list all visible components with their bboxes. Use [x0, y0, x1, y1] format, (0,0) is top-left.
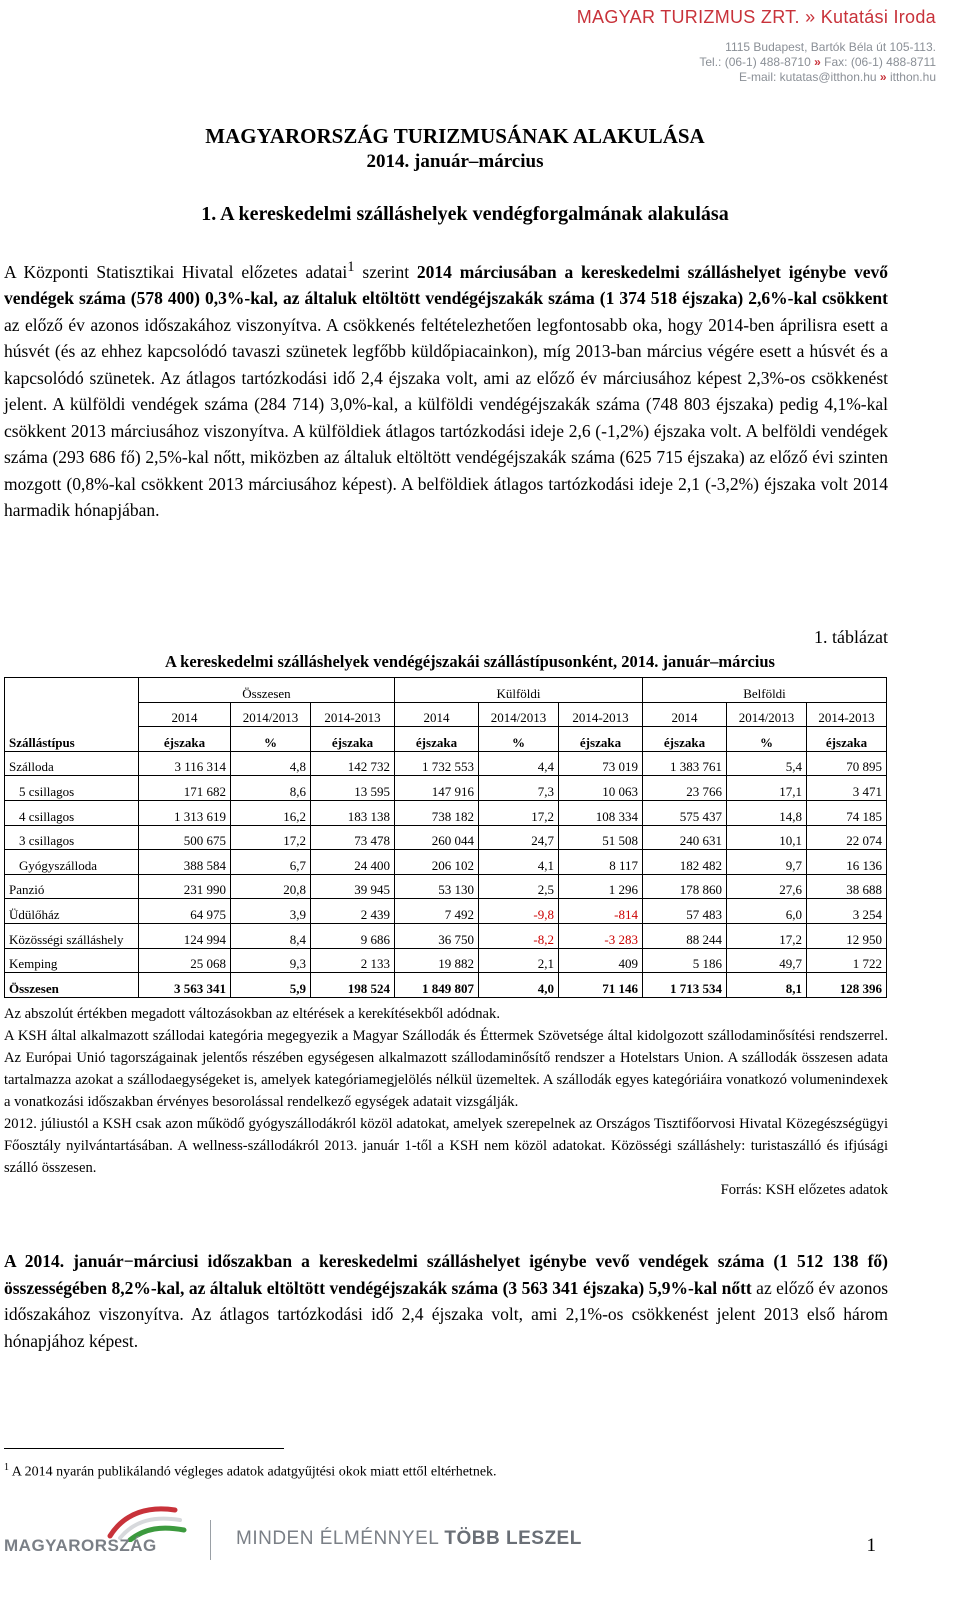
table-title: A kereskedelmi szálláshelyek vendégéjszakái szállástípusonként, 2014. január–március — [165, 652, 775, 671]
page-number: 1 — [866, 1535, 876, 1556]
row-label: 4 csillagos — [5, 800, 139, 825]
table-header-years — [5, 702, 887, 727]
table-cell: 171 682 — [139, 776, 231, 801]
table-cell: -8,2 — [479, 923, 559, 948]
contact-separator: » — [879, 70, 887, 84]
table-cell: 16,2 — [231, 800, 311, 825]
table-cell: 388 584 — [139, 850, 231, 875]
table-cell: 500 675 — [139, 825, 231, 850]
table-cell: 51 508 — [559, 825, 643, 850]
logo-wordmark: MAGYARORSZÁG — [4, 1536, 157, 1555]
table-cell: 8 117 — [559, 850, 643, 875]
table-row — [5, 825, 887, 850]
table-header-units — [5, 727, 887, 752]
row-label: 3 csillagos — [5, 825, 139, 850]
slogan-bold: TÖBB LESZEL — [444, 1528, 582, 1549]
table-cell: 142 732 — [311, 751, 395, 776]
table-cell: 260 044 — [395, 825, 479, 850]
table-cell: 17,1 — [727, 776, 807, 801]
table-cell: 24 400 — [311, 850, 395, 875]
table-cell: 1 313 619 — [139, 800, 231, 825]
letterhead-contact — [416, 40, 936, 85]
table-cell: 4,4 — [479, 751, 559, 776]
row-label: Üdülőház — [5, 899, 139, 924]
table-row — [5, 800, 887, 825]
table-cell: 4,1 — [479, 850, 559, 875]
table-cell: 23 766 — [643, 776, 727, 801]
paragraph-quarter — [4, 1248, 888, 1354]
table-cell: 2,5 — [479, 874, 559, 899]
table-cell: 2,1 — [479, 948, 559, 973]
table-cell: 10,1 — [727, 825, 807, 850]
table-cell: 17,2 — [479, 800, 559, 825]
note-spa-hotels: 2012. júliustól a KSH csak azon működő gyógyszállodákról közöl adatokat, amelyek szerepelnek az Országos Tisztifőorvosi Hivatal Közegészségügyi Főosztály nyilvántartásában. A wellness-szállodákról 2013. január 1-től a KSH nem közöl adatokat. Közösségi szálláshely: turistaszálló és ifjúsági szálló összesen. — [4, 1116, 888, 1176]
table-corner — [5, 678, 139, 703]
header-unit: éjszaka — [643, 727, 727, 752]
table-cell: 182 482 — [643, 850, 727, 875]
note-rounding: Az abszolút értékben megadott változásokban az eltérések a kerekítésekből adódnak. — [4, 1006, 500, 1022]
header-year: 2014 — [139, 702, 231, 727]
table-cell: 8,4 — [231, 923, 311, 948]
table-row — [5, 874, 887, 899]
header-year: 2014-2013 — [807, 702, 887, 727]
footnote-ref[interactable]: 1 — [347, 259, 355, 275]
table-cell: 13 595 — [311, 776, 395, 801]
table-cell: 4,0 — [479, 973, 559, 998]
website[interactable]: itthon.hu — [889, 70, 936, 84]
table-cell: 2 439 — [311, 899, 395, 924]
table-cell: 57 483 — [643, 899, 727, 924]
table-cell: 36 750 — [395, 923, 479, 948]
table-cell: 231 990 — [139, 874, 231, 899]
header-year: 2014/2013 — [727, 702, 807, 727]
table-row — [5, 751, 887, 776]
table-cell: 5,4 — [727, 751, 807, 776]
table-cell: 7 492 — [395, 899, 479, 924]
paragraph-march — [4, 254, 888, 524]
para-text: A Központi Statisztikai Hivatal előzetes adatai — [4, 261, 348, 282]
header-group: Összesen — [139, 678, 395, 703]
table-notes — [4, 1003, 888, 1201]
para-text: az előző év azonos időszakához viszonyítva. A csökkenés feltételezhetően legfontosabb oka, hogy 2014-ben áprilisra esett a húsvét (és az ehhez kapcsolódó tavaszi szünetek legfőbb küldőpiacainkon), míg 2013-ban március végére esett a húsvét és a kapcsolódó szünetek. Az átlagos tartózkodási idő 2,4 éjszaka volt, ami az előző év márciusához képest 2,3%-os csökkenést jelent. A külföldi vendégek száma (284 714) 3,0%-kal, a külföldi vendégéjszakák száma (748 803 éjszaka) pedig 4,1%-kal csökkent 2013 márciusához viszonyítva. A külföldiek átlagos tartózkodási ideje 2,6 (-1,2%) éjszaka volt. A belföldi vendégek száma (293 686 fő) 2,5%-kal nőtt, miközben az általuk eltöltött vendégéjszakák száma (625 715 éjszaka) az előző évi szinten mozgott (0,8%-kal csökkent 2013 márciusához képest). A belföldiek átlagos tartózkodási ideje 2,1 (-3,2%) éjszaka volt 2014 harmadik hónapjában. — [4, 314, 888, 521]
letterhead-brand — [416, 6, 936, 28]
table-number: 1. táblázat — [814, 627, 888, 647]
table-cell: 38 688 — [807, 874, 887, 899]
table-cell: 4,8 — [231, 751, 311, 776]
table-cell: 88 244 — [643, 923, 727, 948]
row-header: Szállástípus — [5, 727, 139, 752]
header-group: Belföldi — [643, 678, 887, 703]
table-row — [5, 923, 887, 948]
table-cell: 183 138 — [311, 800, 395, 825]
table-cell: 409 — [559, 948, 643, 973]
table-cell: 108 334 — [559, 800, 643, 825]
letterhead — [416, 6, 936, 85]
para-text: az előző év azonos időszakához viszonyítva. Az átlagos tartózkodási idő 2,4 éjszaka volt, ami 2,1%-os csökkenést jelent 2013 első három hónapjához képest. — [4, 1277, 889, 1351]
header-unit: éjszaka — [395, 727, 479, 752]
footnote-number: 1 — [4, 1462, 9, 1473]
phone-fax-line — [416, 55, 936, 70]
slogan-part: MINDEN ÉLMÉNNYEL — [236, 1528, 445, 1549]
row-label: Közösségi szálláshely — [5, 923, 139, 948]
table-cell: 70 895 — [807, 751, 887, 776]
table-body — [5, 751, 887, 997]
table-row — [5, 776, 887, 801]
footer-slogan — [236, 1528, 582, 1550]
table-cell: 3 563 341 — [139, 973, 231, 998]
table-cell: 53 130 — [395, 874, 479, 899]
header-year: 2014 — [395, 702, 479, 727]
table-cell: 3 471 — [807, 776, 887, 801]
table-cell: -814 — [559, 899, 643, 924]
fax: Fax: (06-1) 488-8711 — [824, 55, 936, 69]
table-cell: 73 478 — [311, 825, 395, 850]
table-cell: 17,2 — [727, 923, 807, 948]
document-title: MAGYARORSZÁG TURIZMUSÁNAK ALAKULÁSA — [205, 124, 705, 148]
header-unit: éjszaka — [807, 727, 887, 752]
table-cell: 9 686 — [311, 923, 395, 948]
table-cell: 206 102 — [395, 850, 479, 875]
footnote — [4, 1462, 497, 1481]
document-period: 2014. január–március — [366, 151, 544, 172]
source-line: Forrás: KSH előzetes adatok — [720, 1182, 888, 1198]
para-bold: 2014 márciusában a kereskedelmi szálláshelyet igénybe vevő vendégek száma (578 400) 0,3%-kal, az általuk eltöltött vendégéjszakák száma (1 374 518 éjszaka) 2,6%-kal csökkent — [4, 261, 888, 309]
header-unit: % — [727, 727, 807, 752]
table-cell: 178 860 — [643, 874, 727, 899]
table-cell: 1 713 534 — [643, 973, 727, 998]
table-row — [5, 973, 887, 998]
table-cell: 1 383 761 — [643, 751, 727, 776]
table-cell: 17,2 — [231, 825, 311, 850]
table-cell: 64 975 — [139, 899, 231, 924]
header-year: 2014/2013 — [479, 702, 559, 727]
address: 1115 Budapest, Bartók Béla út 105-113. — [725, 40, 936, 54]
table-cell: 240 631 — [643, 825, 727, 850]
header-year: 2014/2013 — [231, 702, 311, 727]
footnote-divider — [4, 1448, 284, 1449]
table-cell: 6,7 — [231, 850, 311, 875]
table-cell: 25 068 — [139, 948, 231, 973]
table-row — [5, 850, 887, 875]
header-year: 2014-2013 — [559, 702, 643, 727]
table-cell: -3 283 — [559, 923, 643, 948]
row-label: Gyógyszálloda — [5, 850, 139, 875]
table-cell: 1 296 — [559, 874, 643, 899]
table-cell: 1 849 807 — [395, 973, 479, 998]
table-cell: 19 882 — [395, 948, 479, 973]
row-label: 5 csillagos — [5, 776, 139, 801]
header-year: 2014-2013 — [311, 702, 395, 727]
table-cell: 22 074 — [807, 825, 887, 850]
table-cell: 14,8 — [727, 800, 807, 825]
table-cell: 9,3 — [231, 948, 311, 973]
table-cell: 8,6 — [231, 776, 311, 801]
phone: Tel.: (06-1) 488-8710 — [699, 55, 811, 69]
header-group: Külföldi — [395, 678, 643, 703]
header-unit: éjszaka — [311, 727, 395, 752]
table-row — [5, 899, 887, 924]
table-cell: 128 396 — [807, 973, 887, 998]
row-label: Szálloda — [5, 751, 139, 776]
table-cell: 8,1 — [727, 973, 807, 998]
contact-separator: » — [814, 55, 821, 69]
para-text: szerint — [354, 261, 417, 282]
guest-nights-table — [4, 677, 887, 998]
section-heading: 1. A kereskedelmi szálláshelyek vendégforgalmának alakulása — [201, 203, 729, 225]
table-cell: 5 186 — [643, 948, 727, 973]
footnote-text: A 2014 nyarán publikálandó végleges adatok adatgyűjtési okok miatt ettől eltérhetnek. — [9, 1464, 497, 1480]
header-unit: % — [231, 727, 311, 752]
table-cell: 1 732 553 — [395, 751, 479, 776]
table-cell: 575 437 — [643, 800, 727, 825]
note-hotel-categories: A KSH által alkalmazott szállodai kategória megegyezik a Magyar Szállodák és Éttermek Szövetsége által kidolgozott szállodaminősítési rendszerrel. Az Európai Unió tagországainak jelentős részében egységesen alkalmazott szállodaminősítő rendszer a Hotelstars Union. A szállodák összesen adata tartalmazza azokat a szállodaegységeket is, amelyek kategóriamegjelölés nélkül üzemeltek. A szállodák egyes kategóriáira vonatkozó volumenindexek a vonatkozási időszakban érvényes besorolással rendelkező egységek adatait vizsgálják. — [4, 1028, 888, 1110]
table-cell: 12 950 — [807, 923, 887, 948]
footer-divider — [210, 1520, 211, 1560]
table-row — [5, 948, 887, 973]
row-label: Kemping — [5, 948, 139, 973]
header-unit: % — [479, 727, 559, 752]
table-cell: 7,3 — [479, 776, 559, 801]
table-cell: 73 019 — [559, 751, 643, 776]
table-cell: 3 254 — [807, 899, 887, 924]
table-cell: 6,0 — [727, 899, 807, 924]
table-cell: 198 524 — [311, 973, 395, 998]
brand-unit: Kutatási Iroda — [820, 7, 936, 27]
header-unit: éjszaka — [139, 727, 231, 752]
email[interactable]: E-mail: kutatas@itthon.hu — [739, 70, 877, 84]
email-web-line — [416, 70, 936, 85]
page-footer — [0, 1502, 960, 1602]
table-corner — [5, 702, 139, 727]
header-year: 2014 — [643, 702, 727, 727]
brand-name: MAGYAR TURIZMUS ZRT. — [576, 7, 800, 27]
table-cell: 738 182 — [395, 800, 479, 825]
para-bold: A 2014. január−márciusi időszakban a kereskedelmi szálláshelyet igénybe vevő vendégek száma (1 512 138 fő) összességében 8,2%-kal, az általuk eltöltött vendégéjszakák száma (3 563 341 éjszaka) 5,9%-kal nőtt — [4, 1251, 888, 1298]
table-header-groups — [5, 678, 887, 703]
table-cell: 1 722 — [807, 948, 887, 973]
table-cell: 10 063 — [559, 776, 643, 801]
table-cell: -9,8 — [479, 899, 559, 924]
table-cell: 39 945 — [311, 874, 395, 899]
row-label: Panzió — [5, 874, 139, 899]
table-cell: 124 994 — [139, 923, 231, 948]
brand-separator: » — [805, 7, 816, 27]
table-cell: 24,7 — [479, 825, 559, 850]
table-cell: 49,7 — [727, 948, 807, 973]
table-cell: 16 136 — [807, 850, 887, 875]
table-cell: 71 146 — [559, 973, 643, 998]
header-unit: éjszaka — [559, 727, 643, 752]
table-cell: 3 116 314 — [139, 751, 231, 776]
table-cell: 9,7 — [727, 850, 807, 875]
table-cell: 27,6 — [727, 874, 807, 899]
table-cell: 3,9 — [231, 899, 311, 924]
table-cell: 147 916 — [395, 776, 479, 801]
table-cell: 20,8 — [231, 874, 311, 899]
table-cell: 74 185 — [807, 800, 887, 825]
table-cell: 2 133 — [311, 948, 395, 973]
table-cell: 5,9 — [231, 973, 311, 998]
row-label: Összesen — [5, 973, 139, 998]
